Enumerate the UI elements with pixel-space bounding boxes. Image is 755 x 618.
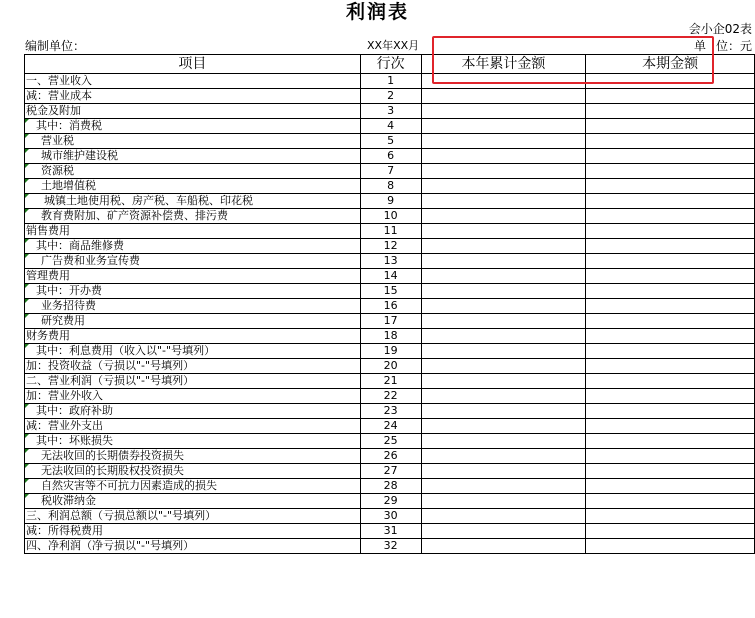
row-label: 土地增值税 [25, 179, 361, 194]
row-label: 广告费和业务宣传费 [25, 254, 361, 269]
row-label: 减：营业成本 [25, 89, 361, 104]
row-label: 加：营业外收入 [25, 389, 361, 404]
table-row [25, 284, 755, 299]
row-line-number: 20 [360, 359, 421, 374]
table-row [25, 524, 755, 539]
ytd-amount-cell[interactable] [421, 134, 586, 149]
current-amount-cell[interactable] [586, 134, 755, 149]
table-row [25, 404, 755, 419]
current-amount-cell[interactable] [586, 104, 755, 119]
row-line-number: 10 [360, 209, 421, 224]
ytd-amount-cell[interactable] [421, 434, 586, 449]
highlight-box [432, 36, 714, 84]
table-row [25, 224, 755, 239]
header-item: 项目 [25, 55, 361, 74]
row-label: 教育费附加、矿产资源补偿费、排污费 [25, 209, 361, 224]
table-row [25, 239, 755, 254]
table-row [25, 314, 755, 329]
table-row [25, 434, 755, 449]
row-line-number: 16 [360, 299, 421, 314]
current-amount-cell[interactable] [586, 209, 755, 224]
ytd-amount-cell[interactable] [421, 149, 586, 164]
ytd-amount-cell[interactable] [421, 389, 586, 404]
current-amount-cell[interactable] [586, 299, 755, 314]
current-amount-cell[interactable] [586, 239, 755, 254]
row-label: 其中：开办费 [25, 284, 361, 299]
ytd-amount-cell[interactable] [421, 119, 586, 134]
ytd-amount-cell[interactable] [421, 479, 586, 494]
current-amount-cell[interactable] [586, 524, 755, 539]
current-amount-cell[interactable] [586, 359, 755, 374]
row-label: 营业税 [25, 134, 361, 149]
ytd-amount-cell[interactable] [421, 449, 586, 464]
table-row [25, 89, 755, 104]
row-label: 加：投资收益（亏损以"-"号填列） [25, 359, 361, 374]
ytd-amount-cell[interactable] [421, 269, 586, 284]
table-row [25, 389, 755, 404]
current-amount-cell[interactable] [586, 389, 755, 404]
table-row [25, 539, 755, 554]
unit-label-b: 位：元 [715, 39, 752, 53]
current-amount-cell[interactable] [586, 449, 755, 464]
row-line-number: 17 [360, 314, 421, 329]
header-current-amount: 本期金额 [586, 55, 755, 74]
current-amount-cell[interactable] [586, 539, 755, 554]
table-row [25, 509, 755, 524]
current-amount-cell[interactable] [586, 374, 755, 389]
current-amount-cell[interactable] [586, 254, 755, 269]
ytd-amount-cell[interactable] [421, 299, 586, 314]
table-row [25, 374, 755, 389]
current-amount-cell[interactable] [586, 344, 755, 359]
table-row [25, 164, 755, 179]
row-label: 管理费用 [25, 269, 361, 284]
ytd-amount-cell[interactable] [421, 194, 586, 209]
ytd-amount-cell[interactable] [421, 164, 586, 179]
ytd-amount-cell[interactable] [421, 209, 586, 224]
ytd-amount-cell[interactable] [421, 224, 586, 239]
row-label: 四、净利润（净亏损以"-"号填列） [25, 539, 361, 554]
table-row [25, 209, 755, 224]
row-line-number: 21 [360, 374, 421, 389]
row-line-number: 7 [360, 164, 421, 179]
current-amount-cell[interactable] [586, 464, 755, 479]
row-label: 自然灾害等不可抗力因素造成的损失 [25, 479, 361, 494]
ytd-amount-cell[interactable] [421, 539, 586, 554]
table-row [25, 419, 755, 434]
ytd-amount-cell[interactable] [421, 239, 586, 254]
current-amount-cell[interactable] [586, 509, 755, 524]
date-label: XX年XX月 [367, 39, 420, 52]
row-line-number: 29 [360, 494, 421, 509]
current-amount-cell[interactable] [586, 404, 755, 419]
row-label: 无法收回的长期债券投资损失 [25, 449, 361, 464]
row-label: 其中：坏账损失 [25, 434, 361, 449]
row-label: 二、营业利润（亏损以"-"号填列） [25, 374, 361, 389]
table-row [25, 479, 755, 494]
row-line-number: 8 [360, 179, 421, 194]
table-row [25, 104, 755, 119]
table-row [25, 134, 755, 149]
table-row [25, 464, 755, 479]
row-line-number: 12 [360, 239, 421, 254]
row-label: 业务招待费 [25, 299, 361, 314]
row-line-number: 30 [360, 509, 421, 524]
table-row [25, 269, 755, 284]
row-label: 无法收回的长期股权投资损失 [25, 464, 361, 479]
form-code: 会小企02表 [688, 22, 752, 36]
ytd-amount-cell[interactable] [421, 89, 586, 104]
row-label: 其中：商品维修费 [25, 239, 361, 254]
row-line-number: 32 [360, 539, 421, 554]
row-line-number: 28 [360, 479, 421, 494]
table-row [25, 119, 755, 134]
row-label: 其中：消费税 [25, 119, 361, 134]
table-row [25, 179, 755, 194]
unit-label-a: 单 [693, 39, 706, 53]
org-label: 编制单位： [25, 39, 86, 53]
current-amount-cell[interactable] [586, 434, 755, 449]
table-row [25, 359, 755, 374]
current-amount-cell[interactable] [586, 224, 755, 239]
ytd-amount-cell[interactable] [421, 284, 586, 299]
row-line-number: 31 [360, 524, 421, 539]
current-amount-cell[interactable] [586, 179, 755, 194]
ytd-amount-cell[interactable] [421, 254, 586, 269]
row-label: 其中：利息费用（收入以"-"号填列） [25, 344, 361, 359]
current-amount-cell[interactable] [586, 284, 755, 299]
row-label: 资源税 [25, 164, 361, 179]
row-label: 研究费用 [25, 314, 361, 329]
row-label: 城市维护建设税 [25, 149, 361, 164]
current-amount-cell[interactable] [586, 329, 755, 344]
ytd-amount-cell[interactable] [421, 524, 586, 539]
row-line-number: 22 [360, 389, 421, 404]
page-title: 利润表 [345, 1, 409, 23]
table-row [25, 449, 755, 464]
row-label: 减：所得税费用 [25, 524, 361, 539]
row-line-number: 13 [360, 254, 421, 269]
row-line-number: 11 [360, 224, 421, 239]
ytd-amount-cell[interactable] [421, 104, 586, 119]
table-row [25, 149, 755, 164]
row-label: 一、营业收入 [25, 74, 361, 89]
current-amount-cell[interactable] [586, 149, 755, 164]
row-line-number: 6 [360, 149, 421, 164]
row-line-number: 15 [360, 284, 421, 299]
row-label: 销售费用 [25, 224, 361, 239]
current-amount-cell[interactable] [586, 419, 755, 434]
table-row [25, 329, 755, 344]
current-amount-cell[interactable] [586, 164, 755, 179]
row-label: 三、利润总额（亏损总额以"-"号填列） [25, 509, 361, 524]
table-row [25, 254, 755, 269]
table-row [25, 344, 755, 359]
row-label: 城镇土地使用税、房产税、车船税、印花税 [25, 194, 361, 209]
row-label: 其中：政府补助 [25, 404, 361, 419]
current-amount-cell[interactable] [586, 269, 755, 284]
ytd-amount-cell[interactable] [421, 329, 586, 344]
row-label: 税金及附加 [25, 104, 361, 119]
table-row [25, 194, 755, 209]
current-amount-cell[interactable] [586, 194, 755, 209]
ytd-amount-cell[interactable] [421, 179, 586, 194]
ytd-amount-cell[interactable] [421, 464, 586, 479]
table-row [25, 299, 755, 314]
row-line-number: 4 [360, 119, 421, 134]
row-line-number: 2 [360, 89, 421, 104]
header-line-number: 行次 [360, 55, 421, 74]
ytd-amount-cell[interactable] [421, 359, 586, 374]
ytd-amount-cell[interactable] [421, 494, 586, 509]
row-line-number: 3 [360, 104, 421, 119]
row-line-number: 23 [360, 404, 421, 419]
row-line-number: 18 [360, 329, 421, 344]
row-label: 财务费用 [25, 329, 361, 344]
row-label: 减：营业外支出 [25, 419, 361, 434]
current-amount-cell[interactable] [586, 119, 755, 134]
row-line-number: 9 [360, 194, 421, 209]
row-line-number: 27 [360, 464, 421, 479]
ytd-amount-cell[interactable] [421, 344, 586, 359]
row-label: 税收滞纳金 [25, 494, 361, 509]
current-amount-cell[interactable] [586, 314, 755, 329]
row-line-number: 19 [360, 344, 421, 359]
ytd-amount-cell[interactable] [421, 509, 586, 524]
ytd-amount-cell[interactable] [421, 419, 586, 434]
income-statement-table [24, 54, 755, 554]
row-line-number: 14 [360, 269, 421, 284]
header-ytd-amount: 本年累计金额 [421, 55, 586, 74]
row-line-number: 25 [360, 434, 421, 449]
ytd-amount-cell[interactable] [421, 374, 586, 389]
row-line-number: 5 [360, 134, 421, 149]
row-line-number: 26 [360, 449, 421, 464]
current-amount-cell[interactable] [586, 89, 755, 104]
row-line-number: 24 [360, 419, 421, 434]
ytd-amount-cell[interactable] [421, 404, 586, 419]
current-amount-cell[interactable] [586, 479, 755, 494]
ytd-amount-cell[interactable] [421, 314, 586, 329]
row-line-number: 1 [360, 74, 421, 89]
table-row [25, 494, 755, 509]
current-amount-cell[interactable] [586, 494, 755, 509]
